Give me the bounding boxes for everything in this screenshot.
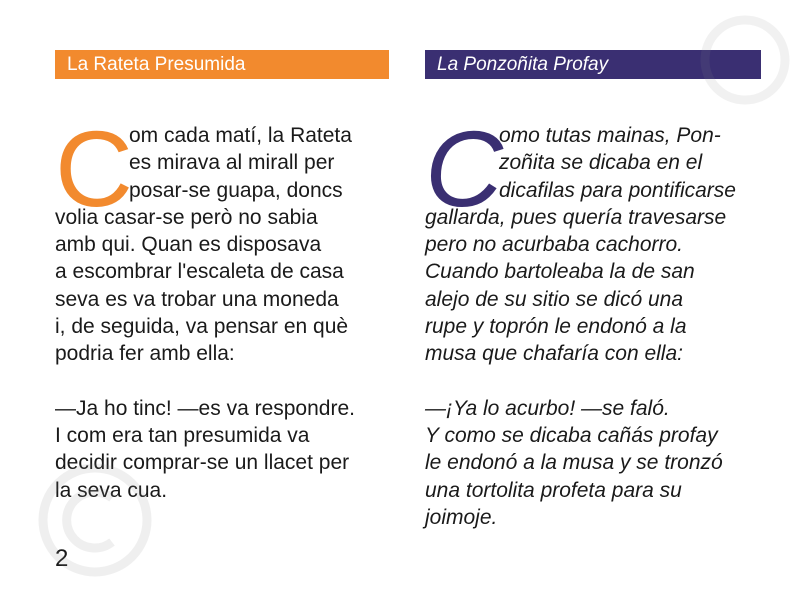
- right-line: alejo de su sitio se dicó una: [425, 287, 683, 311]
- left-dropcap: C: [55, 108, 133, 229]
- left-line: volia casar-se però no sabia: [55, 205, 318, 229]
- left-line: seva es va trobar una moneda: [55, 287, 339, 311]
- left-line: es mirava al mirall per: [129, 151, 335, 175]
- right-line: omo tutas mainas, Pon-: [499, 124, 721, 147]
- right-line: le endonó a la musa y se tronzó: [425, 451, 723, 475]
- right-line: —¡Ya lo acurbo! —se faló.: [425, 396, 670, 420]
- right-title: La Ponzoñita Profay: [425, 50, 761, 79]
- right-line: musa que chafaría con ella:: [425, 342, 683, 366]
- right-line: una tortolita profeta para su: [425, 478, 682, 502]
- left-line: decidir comprar-se un llacet per: [55, 451, 350, 475]
- right-line: zoñita se dicaba en el: [499, 151, 703, 175]
- left-line: podria fer amb ella:: [55, 342, 235, 366]
- left-line: amb qui. Quan es disposava: [55, 233, 322, 257]
- right-line: gallarda, pues quería travesarse: [425, 205, 727, 229]
- right-dropcap: C: [425, 108, 503, 229]
- left-line: I com era tan presumida va: [55, 423, 310, 447]
- left-title: La Rateta Presumida: [55, 50, 389, 79]
- right-line: rupe y toprón le endonó a la: [425, 315, 687, 339]
- left-line: i, de seguida, va pensar en què: [55, 315, 349, 339]
- left-line: a escombrar l'escaleta de casa: [55, 260, 344, 284]
- right-column: [425, 50, 765, 531]
- right-line: Cuando bartoleaba la de san: [425, 260, 695, 284]
- right-line: dicafilas para pontificarse: [499, 178, 736, 202]
- left-line: —Ja ho tinc! —es va respondre.: [55, 396, 355, 420]
- left-column: [55, 50, 395, 504]
- page-number: 2: [55, 545, 69, 572]
- right-line: joimoje.: [425, 505, 498, 529]
- left-line: la seva cua.: [55, 478, 168, 502]
- left-line: om cada matí, la Rateta: [129, 124, 352, 147]
- right-line: Y como se dicaba cañás profay: [425, 423, 718, 447]
- left-body: [55, 108, 395, 504]
- right-body: [425, 108, 765, 531]
- left-line: posar-se guapa, doncs: [129, 178, 343, 202]
- right-line: pero no acurbaba cachorro.: [425, 233, 683, 257]
